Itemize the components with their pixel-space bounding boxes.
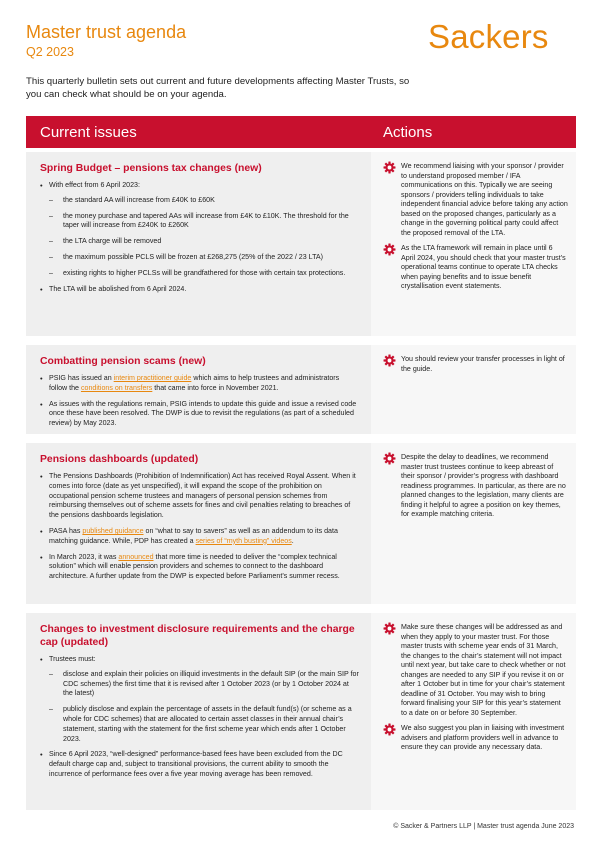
text-run: . [291,536,294,545]
section-title: Spring Budget – pensions tax changes (new) [40,163,262,174]
sackers-logo: Sackers [428,18,549,55]
bullet-list [40,655,359,780]
intro-text: This quarterly bulletin sets out current and future developments affecting Master Trusts, so you can check what should be on your agenda. [26,76,410,100]
bullet-list [40,181,359,294]
section-actions [371,345,576,434]
current-issues-heading: Current issues [40,123,137,141]
sub-list-item: – disclose and explain their policies on illiquid investments in the default SIP (or the main SIP for CDC schemes) the first time that it is revised after 1 October 2023 (or by 1 October 2024 at the latest) [49,670,359,699]
action-item [383,623,568,718]
conditions-on-transfers-link[interactable]: conditions on transfers [80,383,153,392]
list-item: • Since 6 April 2023, “well-designed” performance-based fees have been excluded from the DC default charge cap and, subject to transitional provisions, the current ability to smooth the incurrence of performance fees over a five year moving average has been removed. [40,750,359,779]
action-item [383,244,568,292]
sub-list [49,670,359,745]
section-title: Combatting pension scams (new) [40,356,206,367]
section-actions [371,613,576,810]
gear-icon [383,354,396,367]
gear-icon [383,723,396,736]
section-spring-budget [26,152,576,336]
text-run: In March 2023, it was [49,552,119,561]
section-issues [26,443,371,604]
action-item [383,453,568,520]
text-run: on “what to say to savers” as well as an addendum to its data matching guidance. While, PDP has created a [49,526,338,545]
section-actions [371,443,576,604]
announced-link[interactable]: announced [118,552,154,561]
sub-list-item: – publicly disclose and explain the percentage of assets in the default fund(s) (or scheme as a whole for CDC schemes) that are allocated to certain asset classes in their annual chair’s statement, starting with the statement for the first scheme year which ends after 1 October 2023. [49,705,359,744]
action-text: As the LTA framework will remain in place until 6 April 2024, you should check that your master trust’s operational teams continue to operate LTA checks when paying benefits and to issue benefit crystallisation event statements. [401,244,566,290]
text-run: which aims to help trustees and administrators follow the [49,374,340,392]
table-header [26,116,576,148]
list-item [40,655,359,744]
action-item [383,162,568,238]
footer-text: © Sacker & Partners LLP | Master trust agenda June 2023 [393,823,574,830]
sub-list-item: – the maximum possible PCLS will be frozen at £268,275 (25% of the 2022 / 23 LTA) [49,253,359,263]
section-title: Changes to investment disclosure requirements and the charge cap (updated) [40,624,355,648]
list-item [40,374,359,394]
action-item [383,724,568,753]
action-item [383,355,568,374]
page-title: Master trust agenda [26,22,187,42]
section-actions [371,152,576,336]
action-text: We also suggest you plan in liaising with investment advisers and platform providers well in advance to ensure they can provide any necessary data. [401,724,565,751]
action-text: You should review your transfer processes in light of the guide. [401,355,565,373]
action-text: Make sure these changes will be addressed as and when they apply to your master trust. For those master trusts with scheme year ends of 31 March, the changes to the chair’s statement will not impact until next year, but take care to check whether or not changes are needed to any SIP if you revise it on or after 1 October but in time for your chair’s statement deadline of 31 October. You may wish to bring forward finalising your SIP for this year’s statement to a date on or before 30 September. [401,623,566,717]
text-run: that came into force in November 2021. [152,383,279,392]
list-item: • The Pensions Dashboards (Prohibition of Indemnification) Act has received Royal Assent. When it comes into force (date as yet unspecified), it will expand the scope of the prohibition on occupational pension scheme trustees and managers of personal pension schemes from reimbursing themselves out of scheme assets for fines and civil penalties relating to breaches of the pensions dashboards legislation. [40,472,359,521]
actions-heading: Actions [383,123,433,141]
gear-icon [383,161,396,174]
sub-list-item: – the standard AA will increase from £40K to £60K [49,196,359,206]
section-issues [26,613,371,810]
section-issues [26,345,371,434]
list-item [40,553,359,582]
text-run: PASA has [49,526,83,535]
section-investment-disclosure [26,613,576,810]
list-item [40,181,359,279]
myth-busting-videos-link[interactable]: series of “myth busting” videos [195,536,292,545]
published-guidance-link[interactable]: published guidance [82,526,144,535]
sub-list [49,196,359,279]
text-run: PSIG has issued an [49,374,114,382]
action-text: Despite the delay to deadlines, we recommend master trust trustees continue to keep abreast of their sponsor / provider’s progress with dashboard readiness programmes. In particular, as there are no planned changes to the legislation, many clients are finding it helpful to agree a position on key themes, for example matching criteria. [401,453,566,518]
list-item: • As issues with the regulations remain, PSIG intends to update this guide and issue a revised code once these have been resolved. The DWP is due to revisit the regulations (as part of a scheduled review) by May 2023. [40,400,359,429]
sub-list-item: – the LTA charge will be removed [49,237,359,247]
list-item-text: With effect from 6 April 2023: [49,181,140,189]
section-issues [26,152,371,336]
action-text: We recommend liaising with your sponsor / provider to understand proposed member / IFA communications on this. Typically we are seeing sponsors / providers telling individuals to take independent financial advice before taking any action based on the proposed changes, particularly as a change in the governing political party could affect the proposed removal of the LTA. [401,162,568,237]
section-pension-scams [26,345,576,434]
sub-list-item: – existing rights to higher PCLSs will be grandfathered for those with certain tax protections. [49,269,359,279]
text-run: that more time is needed to deliver the “complex technical solution” which will enable pension providers and schemes to connect to the dashboard architecture. A further update from the DWP is expected before Parliament’s summer recess. [49,552,340,581]
list-item [40,527,359,547]
interim-guide-link[interactable]: interim practitioner guide [113,374,192,382]
list-item-text: Trustees must: [49,655,96,663]
section-pensions-dashboards [26,443,576,604]
bullet-list [40,472,359,582]
sub-list-item: – the money purchase and tapered AAs will increase from £4K to £10K. The threshold for the taper will increase from £240K to £260K [49,212,359,232]
section-title: Pensions dashboards (updated) [40,454,199,465]
gear-icon [383,622,396,635]
list-item: • The LTA will be abolished from 6 April 2024. [40,285,359,295]
bullet-list [40,374,359,429]
gear-icon [383,452,396,465]
gear-icon [383,243,396,256]
page-date: Q2 2023 [26,45,74,59]
